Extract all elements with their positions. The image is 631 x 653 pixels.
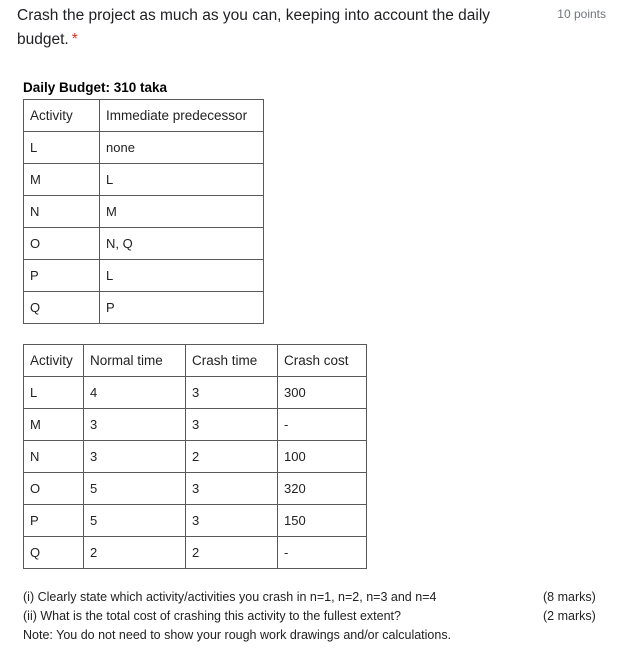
table-cell: 3 (186, 409, 278, 441)
table-cell: L (24, 132, 100, 164)
table-cell: L (100, 164, 264, 196)
header-crash-time: Crash time (186, 345, 278, 377)
table-cell: 320 (278, 473, 367, 505)
header-normal-time: Normal time (84, 345, 186, 377)
instructions (23, 588, 613, 645)
predecessor-table (23, 99, 264, 324)
table-cell: 2 (84, 537, 186, 569)
question-title (17, 4, 537, 52)
table-row (24, 292, 264, 324)
table-row (24, 260, 264, 292)
crash-table-header (24, 345, 367, 377)
table-cell: 2 (186, 441, 278, 473)
table-cell: 5 (84, 473, 186, 505)
table-cell: 2 (186, 537, 278, 569)
table-cell: Q (24, 292, 100, 324)
table-row (24, 505, 367, 537)
table-row (24, 228, 264, 260)
table-row (24, 196, 264, 228)
instruction-part-i: (i) Clearly state which activity/activities you crash in n=1, n=2, n=3 and n=4 (23, 590, 437, 604)
table-cell: 3 (84, 441, 186, 473)
table-row (24, 537, 367, 569)
header-crash-cost: Crash cost (278, 345, 367, 377)
table-cell: M (100, 196, 264, 228)
header-immediate-predecessor: Immediate predecessor (100, 100, 264, 132)
instruction-note: Note: You do not need to show your rough work drawings and/or calculations. (23, 628, 452, 642)
table-cell: 3 (84, 409, 186, 441)
table-cell: P (24, 505, 84, 537)
table-cell: 4 (84, 377, 186, 409)
table-row (24, 473, 367, 505)
table-row (24, 164, 264, 196)
instruction-row-1 (23, 588, 613, 607)
table-cell: O (24, 228, 100, 260)
table-row (24, 377, 367, 409)
table-cell: M (24, 409, 84, 441)
instruction-row-2 (23, 607, 613, 626)
table-cell: 100 (278, 441, 367, 473)
table-cell: N (24, 196, 100, 228)
header-activity: Activity (24, 345, 84, 377)
crash-table (23, 344, 367, 569)
table-cell: - (278, 537, 367, 569)
table-cell: L (100, 260, 264, 292)
instruction-part-ii: (ii) What is the total cost of crashing this activity to the fullest extent? (23, 609, 401, 623)
question-text: Crash the project as much as you can, keeping into account the daily budget. (17, 7, 491, 48)
table-cell: 300 (278, 377, 367, 409)
table-cell: L (24, 377, 84, 409)
table-cell: N (24, 441, 84, 473)
marks-part-ii: (2 marks) (543, 609, 596, 623)
table-cell: P (100, 292, 264, 324)
table-row (24, 409, 367, 441)
table-cell: M (24, 164, 100, 196)
header-activity: Activity (24, 100, 100, 132)
table-cell: 3 (186, 377, 278, 409)
crash-table-body (24, 345, 367, 569)
table-cell: P (24, 260, 100, 292)
table-cell: N, Q (100, 228, 264, 260)
table-cell: 5 (84, 505, 186, 537)
predecessor-table-body (24, 100, 264, 324)
table-cell: - (278, 409, 367, 441)
table-cell: 150 (278, 505, 367, 537)
table-cell: 3 (186, 473, 278, 505)
table-row (24, 441, 367, 473)
table-cell: none (100, 132, 264, 164)
marks-part-i: (8 marks) (543, 590, 596, 604)
predecessor-table-header (24, 100, 264, 132)
table-cell: O (24, 473, 84, 505)
points-label: 10 points (557, 7, 606, 21)
required-asterisk: * (71, 31, 78, 48)
budget-title: Daily Budget: 310 taka (23, 80, 168, 95)
table-row (24, 132, 264, 164)
instruction-note-row (23, 626, 613, 645)
table-cell: Q (24, 537, 84, 569)
table-cell: 3 (186, 505, 278, 537)
